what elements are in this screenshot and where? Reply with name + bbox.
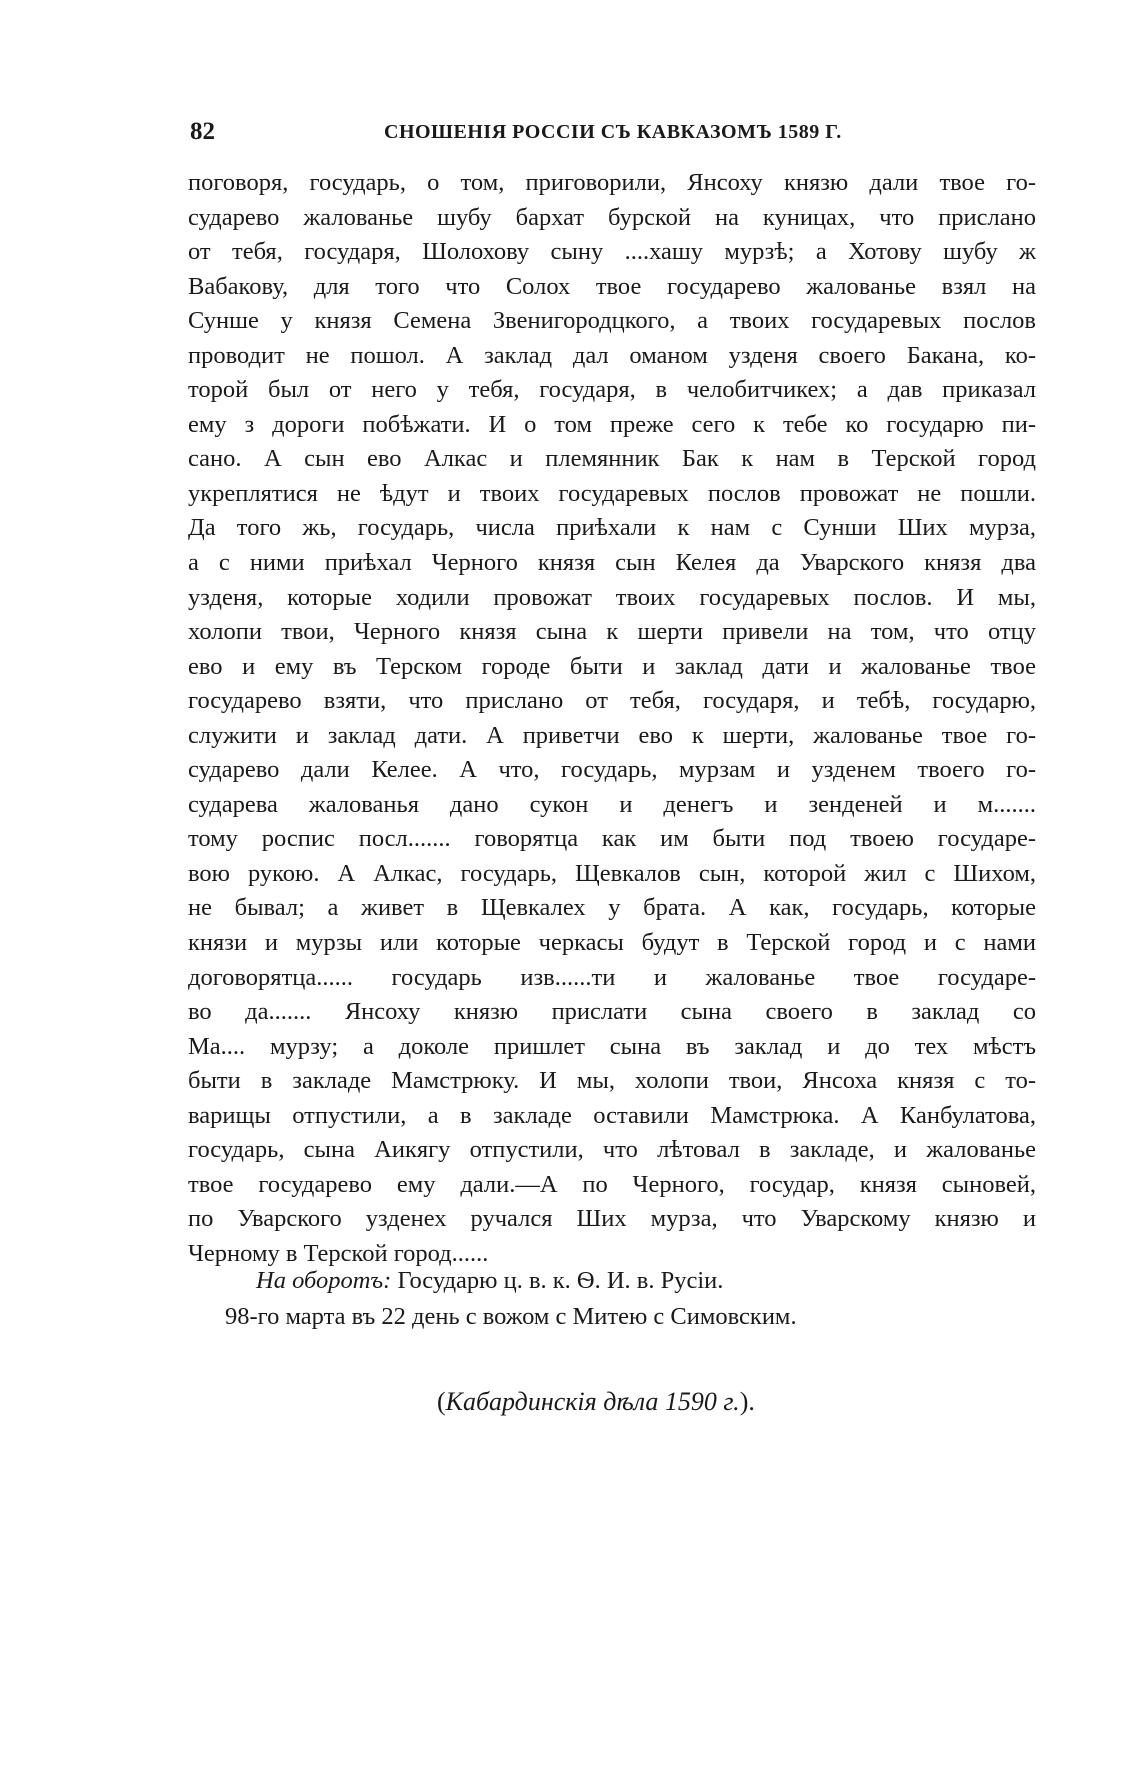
- text-line: проводит не пошол. А заклад дал оманом узденя своего Бакана, ко-: [188, 341, 1036, 369]
- text-line: по Уварского узденех ручался Ших мурза, что Уварскому князю и: [188, 1205, 1036, 1233]
- text-line: сударева жалованья дано сукон и денегъ и зенденей и м.......: [188, 790, 1036, 818]
- text-line: Вабакову, для того что Солох твое государево жалованье взял на: [188, 272, 1036, 300]
- text-line: князи и мурзы или которые черкасы будут в Терской город и с нами: [188, 929, 1036, 957]
- text-line: вою рукою. А Алкас, государь, Щевкалов сын, которой жил с Шихом,: [188, 859, 1036, 887]
- body-text: [188, 166, 1036, 1272]
- text-line: укреплятися не ѣдут и твоих государевых послов провожат не пошли.: [188, 479, 1036, 507]
- page-header: [190, 118, 1030, 152]
- text-line: Да того жь, государь, числа приѣхали к нам с Сунши Ших мурза,: [188, 514, 1036, 542]
- text-line: торой был от него у тебя, государя, в челобитчикех; а дав приказал: [188, 376, 1036, 404]
- text-line: узденя, которые ходили провожат твоих государевых послов. И мы,: [188, 583, 1036, 611]
- date-line: 98-го марта въ 22 день с вожом с Митею с Симовским.: [225, 1303, 797, 1330]
- text-line: Ма.... мурзу; а доколе пришлет сына въ заклад и до тех мѣстъ: [188, 1032, 1036, 1060]
- text-line: а с ними приѣхал Черного князя сын Келея да Уварского князя два: [188, 549, 1036, 577]
- text-line: сударево дали Келее. А что, государь, мурзам и узденем твоего го-: [188, 756, 1036, 784]
- text-line: ему з дороги побѣжати. И о том преже сего к тебе ко государю пи-: [188, 410, 1036, 438]
- text-line: от тебя, государя, Шолохову сыну ....хашу мурзѣ; а Хотову шубу ж: [188, 238, 1036, 266]
- endorsement-label: На оборотъ:: [256, 1267, 392, 1294]
- text-line: тому роспис посл....... говорятца как им быти под твоею государе-: [188, 825, 1036, 853]
- text-line: сано. А сын ево Алкас и племянник Бак к нам в Терской город: [188, 445, 1036, 473]
- text-line: сударево жалованье шубу бархат бурской на куницах, что прислано: [188, 203, 1036, 231]
- text-line: государь, сына Аикягу отпустили, что лѣтовал в закладе, и жалованье: [188, 1136, 1036, 1164]
- source-note-open-paren: (: [437, 1387, 446, 1416]
- text-line: Сунше у князя Семена Звенигородцкого, а твоих государевых послов: [188, 307, 1036, 335]
- text-line: не бывал; а живет в Щевкалех у брата. А как, государь, которые: [188, 894, 1036, 922]
- page-number: 82: [190, 118, 215, 145]
- text-line: твое государево ему дали.—А по Черного, государ, князя сыновей,: [188, 1170, 1036, 1198]
- source-note-text: Кабардинскія дѣла 1590 г.: [445, 1387, 740, 1416]
- text-line: договорятца...... государь изв......ти и жалованье твое государе-: [188, 963, 1036, 991]
- text-line: во да....... Янсоху князю прислати сына своего в заклад со: [188, 998, 1036, 1026]
- running-head: СНОШЕНІЯ РОССІИ СЪ КАВКАЗОМЪ 1589 Г.: [384, 121, 842, 143]
- text-line: холопи твои, Черного князя сына к шерти привели на том, что отцу: [188, 618, 1036, 646]
- source-note: [437, 1385, 755, 1419]
- text-line: ево и ему въ Терском городе быти и заклад дати и жалованье твое: [188, 652, 1036, 680]
- endorsement-text: Государю ц. в. к. Ѳ. И. в. Русіи.: [391, 1267, 724, 1294]
- text-line: государево взяти, что прислано от тебя, государя, и тебѣ, государю,: [188, 687, 1036, 715]
- text-line: быти в закладе Мамстрюку. И мы, холопи твои, Янсоха князя с то-: [188, 1067, 1036, 1095]
- text-line: служити и заклад дати. А приветчи ево к шерти, жалованье твое го-: [188, 721, 1036, 749]
- endorsement-line: [256, 1264, 723, 1298]
- source-note-close-paren: ).: [739, 1387, 755, 1416]
- text-line-last: Черному в Терской город......: [188, 1239, 489, 1267]
- text-line: варищы отпустили, а в закладе оставили Мамстрюка. А Канбулатова,: [188, 1101, 1036, 1129]
- text-line: поговоря, государь, о том, приговорили, Янсоху князю дали твое го-: [188, 169, 1036, 196]
